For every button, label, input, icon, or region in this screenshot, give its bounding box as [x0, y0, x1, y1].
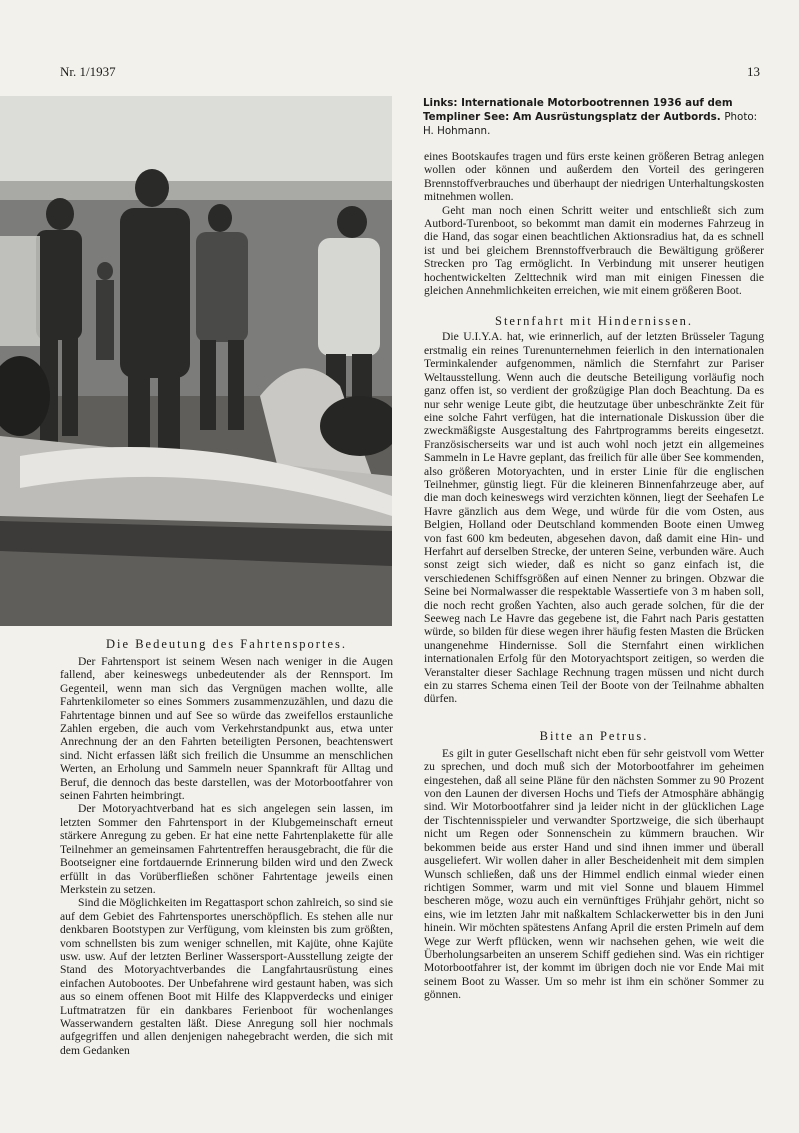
- photo-caption: [423, 96, 763, 138]
- photograph-motorboat-outboard-scene-icon: [0, 96, 392, 626]
- section-heading: Bitte an Petrus.: [539, 728, 649, 743]
- page-number: 13: [747, 64, 760, 79]
- page-header: [60, 64, 760, 84]
- paragraph: Der Fahrtensport ist seinem Wesen nach weniger in die Augen fallend, aber keineswegs unbedeutender als der Rennsport. Im Gegenteil, wenn man sich das Vergnügen machen wollte, alle Fahrtenkilometer so eines Sommers zusammenzuzählen, und dazu die Fahrtentage binnen und auf See so würde das zweifellos erstaunliche Zahlen ergeben, die auch vom Verkehrstandpunkt aus, etwa unter Anrechnung der an den Fahrten beteiligten Personen, beachtenswert sind. Nicht erfassen läßt sich freilich die Unsumme an menschlichen Werten, an Erholung und Sammeln neuer Spannkraft für Alltag und Beruf, die dennoch das beste darstellen, was der Motorbootfahrer von seinen Fahrten heimbringt.: [60, 655, 393, 803]
- paragraph: eines Bootskaufes tragen und fürs erste keinen größeren Betrag anlegen wollen oder können und außerdem den Vorteil des geringeren Brennstoffverbrauches und überhaupt der niedrigen Unterhaltungskosten mitnehmen wollen.: [424, 150, 764, 204]
- paragraph: Die U.I.Y.A. hat, wie erinnerlich, auf der letzten Brüsseler Tagung erstmalig ein reines Turenunternehmen feierlich in den internationalen Terminkalender aufgenommen, nämlich die Sternfahrt zur Pariser Weltausstellung. Wenn auch die deutsche Beteiligung vorläufig noch ganz offen ist, so verdient der großzügige Plan doch Beachtung. Da es nur sehr wenige Leute gibt, die heutzutage über unbeschränkte Zeit für eine solche Fahrt verfügen, hat die internationale Diskussion über die zweckmäßigste Ausgestaltung des Fahrtprogramms bereits eingesetzt. Französischerseits war und ist auch wohl noch jetzt ein allgemeines Sammeln in Le Havre geplant, das freilich für alle über See kommenden, also größeren Motoryachten, und in erster Linie für die englischen Teilnehmer, günstig liegt. Für die kleineren Binnenfahrzeuge aber, auf die man doch keineswegs wird verzichten können, liegt der Seehafen Le Havre gänzlich aus dem Wege, und würde für die vom Osten, aus Belgien, Holland oder Deutschland kommenden Boote einen Umweg von fast 600 km bedeuten, abgesehen davon, daß damit eine Hin- und Herfahrt auf derselben Strecke, der unteren Seine, verbunden wäre. Auch sonst zeigt sich wieder, daß es nicht so ganz einfach ist, die verschiedenen Schiffsgrößen auf einen Nenner zu bringen. Obzwar die Seine bei Normalwasser die respektable Wassertiefe von 3 m haben soll, die noch recht großen Yachten, also auch gerade solchen, für die der Seeweg nach Le Havre das gegebene ist, die Fahrt nach Paris gestatten würde, so bilden für diese wegen ihrer häufig festen Masten die Brücken unangenehme Hindernisse. Soll die Sternfahrt einen wirklichen internationalen Erfolg für den Motoryachtsport zeitigen, so werden die Veranstalter dieser Sachlage Rechnung tragen müssen und nicht durch ein zu starres Schema einen Teil der Boote von der Teilnahme abhalten dürfen.: [424, 330, 764, 706]
- right-column: [424, 150, 764, 1002]
- paragraph: Es gilt in guter Gesellschaft nicht eben für sehr geistvoll vom Wetter zu sprechen, und doch muß sich der Motorbootfahrer im geheimen eingestehen, daß all seine Pläne für den nächsten Sommer zu 90 Prozent von den Launen der diversen Hochs und Tiefs der Atmosphäre abhängig sind. Wir Motorbootfahrer sind ja leider nicht in der glücklichen Lage der Tischtennisspieler und verwandter Sportzweige, die sich überhaupt nicht um Regen oder Sonnenschein zu kümmern brauchen. Wir bekommen beide aus erster Hand und sind ihnen immer und überall ausgeliefert. Wir wollen daher in aller Bescheidenheit mit dem simplen Wunsch schließen, daß uns der Himmel endlich einmal wieder einen richtigen Sommer, warm und mit viel Sonne und blauem Himmel bescheren möge, wozu auch ein vernünftiges Frühjahr gehört, nicht so eins, wie im letzten Jahr mit naßkaltem Schlackerwetter bis in den Juni hinein. Wir möchten spätestens Anfang April die ersten Primeln auf dem Wege zur Werft pflücken, wenn wir nachsehen gehen, wie weit die Überholungsarbeiten an unserem Schiff gediehen sind. Was ein richtiger Motorbootfahrer ist, der kommt im übrigen doch nie vor Ende Mai mit seinem Boot zu Wasser. Um so mehr ist ihm ein schöner Sommer zu gönnen.: [424, 746, 764, 1002]
- section-heading: Sternfahrt mit Hindernissen.: [495, 314, 693, 329]
- section-heading: Die Bedeutung des Fahrtensportes.: [106, 637, 347, 651]
- issue-number: Nr. 1/1937: [60, 64, 116, 79]
- paragraph: Der Motoryachtverband hat es sich angelegen sein lassen, im letzten Sommer den Fahrtensport in der Klubgemeinschaft erneut stärkere Anregung zu geben. Er hat eine nette Fahrtenplakette für alle Teilnehmer an gemeinsamen Fahrtentreffen herausgebracht, die für die Bootseigner eine fortdauernde Erinnerung bilden wird und den Zweck erfüllt in das Vorüberfließen schöner Fahrtentage jeweils einen Merkstein zu setzen.: [60, 802, 393, 896]
- paragraph: Sind die Möglichkeiten im Regattasport schon zahlreich, so sind sie auf dem Gebiet des Fahrtensportes unerschöpflich. Es stehen alle nur denkbaren Bootstypen zur Verfügung, vom kleinsten bis zum größten, vom schnellsten bis zum weniger schnellen, mit Kajüte, ohne Kajüte usw. usw. Auf der letzten Berliner Wassersport-Ausstellung zeigte der Stand des Motoryachtverbandes die Langfahrtausrüstung eines einfachen Autobootes. Der Unbefahrene wird gestaunt haben, was sich aus so einem offenen Boot mit Hilfe des Klappverdecks und einiger Luftmatratzen für ein dankbares Ferienboot für wochenlanges Wasserwandern gestalten läßt. Diese Anregung soll hier nochmals aufgegriffen und allen denjenigen nahegebracht werden, die sich mit dem Gedanken: [60, 896, 393, 1057]
- caption-text: Links: Internationale Motorbootrennen 1936 auf dem Templiner See: Am Ausrüstungsplatz der Autbords.: [423, 97, 733, 123]
- paragraph: Geht man noch einen Schritt weiter und entschließt sich zum Autbord-Turenboot, so bekommt man damit ein modernes Fahrzeug in die Hand, das sogar einen beachtlichen Aktionsradius hat, da es schnell ist und bei gleichem Brennstoffverbrauch die Bewältigung größerer Strecken pro Tag ermöglicht. In Verbindung mit unserer heutigen hochentwickelten Zelttechnik wird man mit einigen Finessen die gleichen Annehmlichkeiten erreichen, wie mit einem größeren Boot.: [424, 203, 764, 298]
- photo-credit: Photo: H. Hohmann.: [423, 111, 758, 137]
- photograph: [0, 96, 392, 626]
- left-column: [60, 636, 393, 1057]
